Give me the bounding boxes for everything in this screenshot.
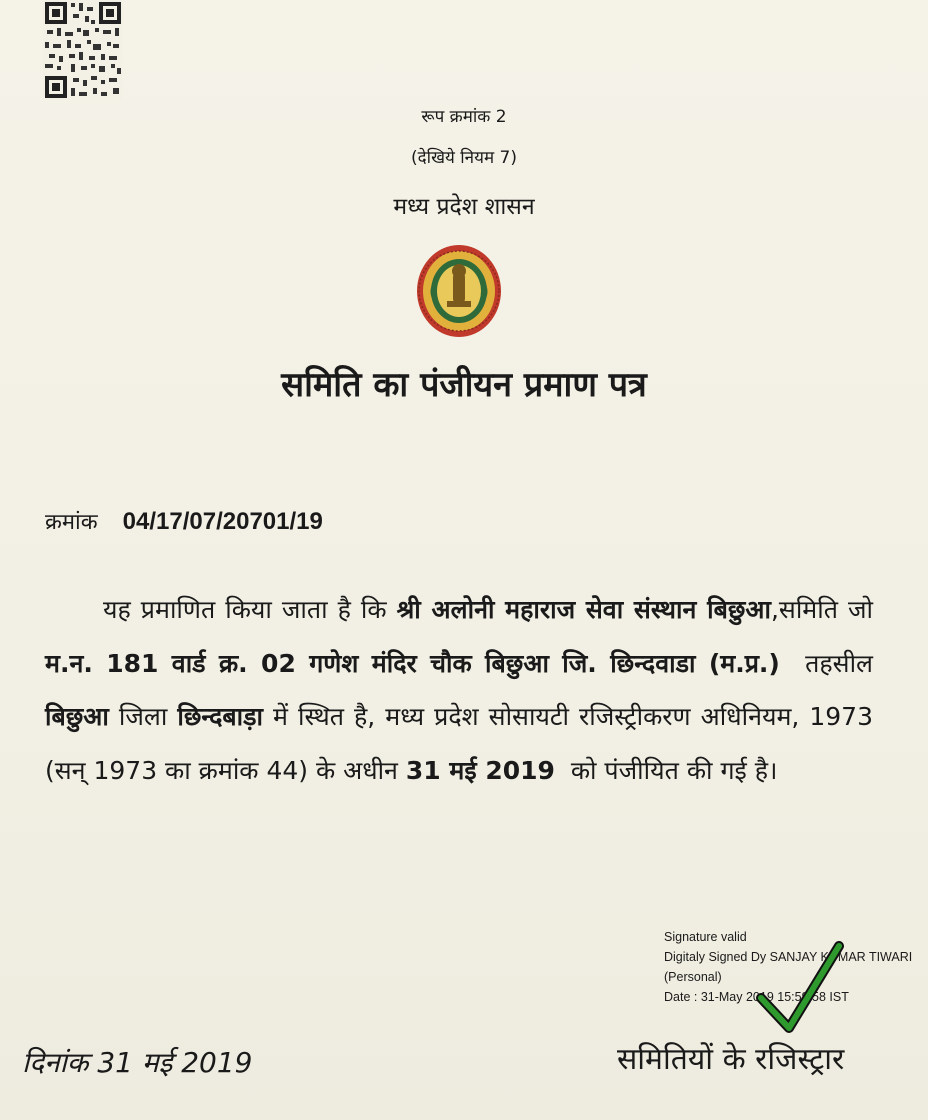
government-name: मध्य प्रदेश शासन <box>393 194 535 220</box>
form-number: रूप क्रमांक 2 <box>421 107 507 127</box>
certificate-title: समिति का पंजीयन प्रमाण पत्र <box>281 365 647 405</box>
closing-text: को पंजीयित की गई है। <box>570 755 778 785</box>
intro-text: यह प्रमाणित किया जाता है कि <box>103 595 387 624</box>
part-after-name: ,समिति जो <box>770 595 873 624</box>
signature-signed-by: Digitaly Signed Dy SANJAY KUMAR TIWARI <box>664 950 913 964</box>
qr-code <box>43 0 123 100</box>
signature-type: (Personal) <box>664 970 722 984</box>
tehsil-label: तहसील <box>805 648 873 678</box>
district-value: छिन्दबाड़ा <box>177 702 263 731</box>
registration-date: 31 मई 2019 <box>405 755 555 785</box>
society-address: म.न. 181 वार्ड क्र. 02 गणेश मंदिर चौक बिछुआ जि. छिन्दवाडा (म.प्र.) <box>45 648 780 678</box>
registrar-designation: समितियों के रजिस्ट्रार <box>617 1042 845 1077</box>
serial-number-row <box>45 506 323 536</box>
serial-value: 04/17/07/20701/19 <box>122 508 323 535</box>
certificate-body <box>45 583 873 797</box>
signature-date: Date : 31-May 2019 15:59:58 IST <box>664 990 849 1004</box>
state-emblem-icon <box>415 243 503 339</box>
rule-reference: (देखिये नियम 7) <box>411 148 517 168</box>
signature-status: Signature valid <box>664 930 747 944</box>
signature-valid-check-icon <box>755 940 845 1035</box>
tehsil-value: बिछुआ <box>45 702 109 731</box>
certificate-body-paragraph <box>45 583 873 797</box>
district-label: जिला <box>118 702 168 731</box>
society-name: श्री अलोनी महाराज सेवा संस्थान बिछुआ <box>396 595 771 624</box>
issue-date: दिनांक 31 मई 2019 <box>22 1046 253 1079</box>
serial-label: क्रमांक <box>45 510 98 535</box>
located-text: में स्थित है, मध्य प्रदेश सोसायटी रजिस्ट्रीकरण अधिनियम, 1973 (सन् 1973 का क्रमांक 44) के अधीन <box>45 702 873 785</box>
